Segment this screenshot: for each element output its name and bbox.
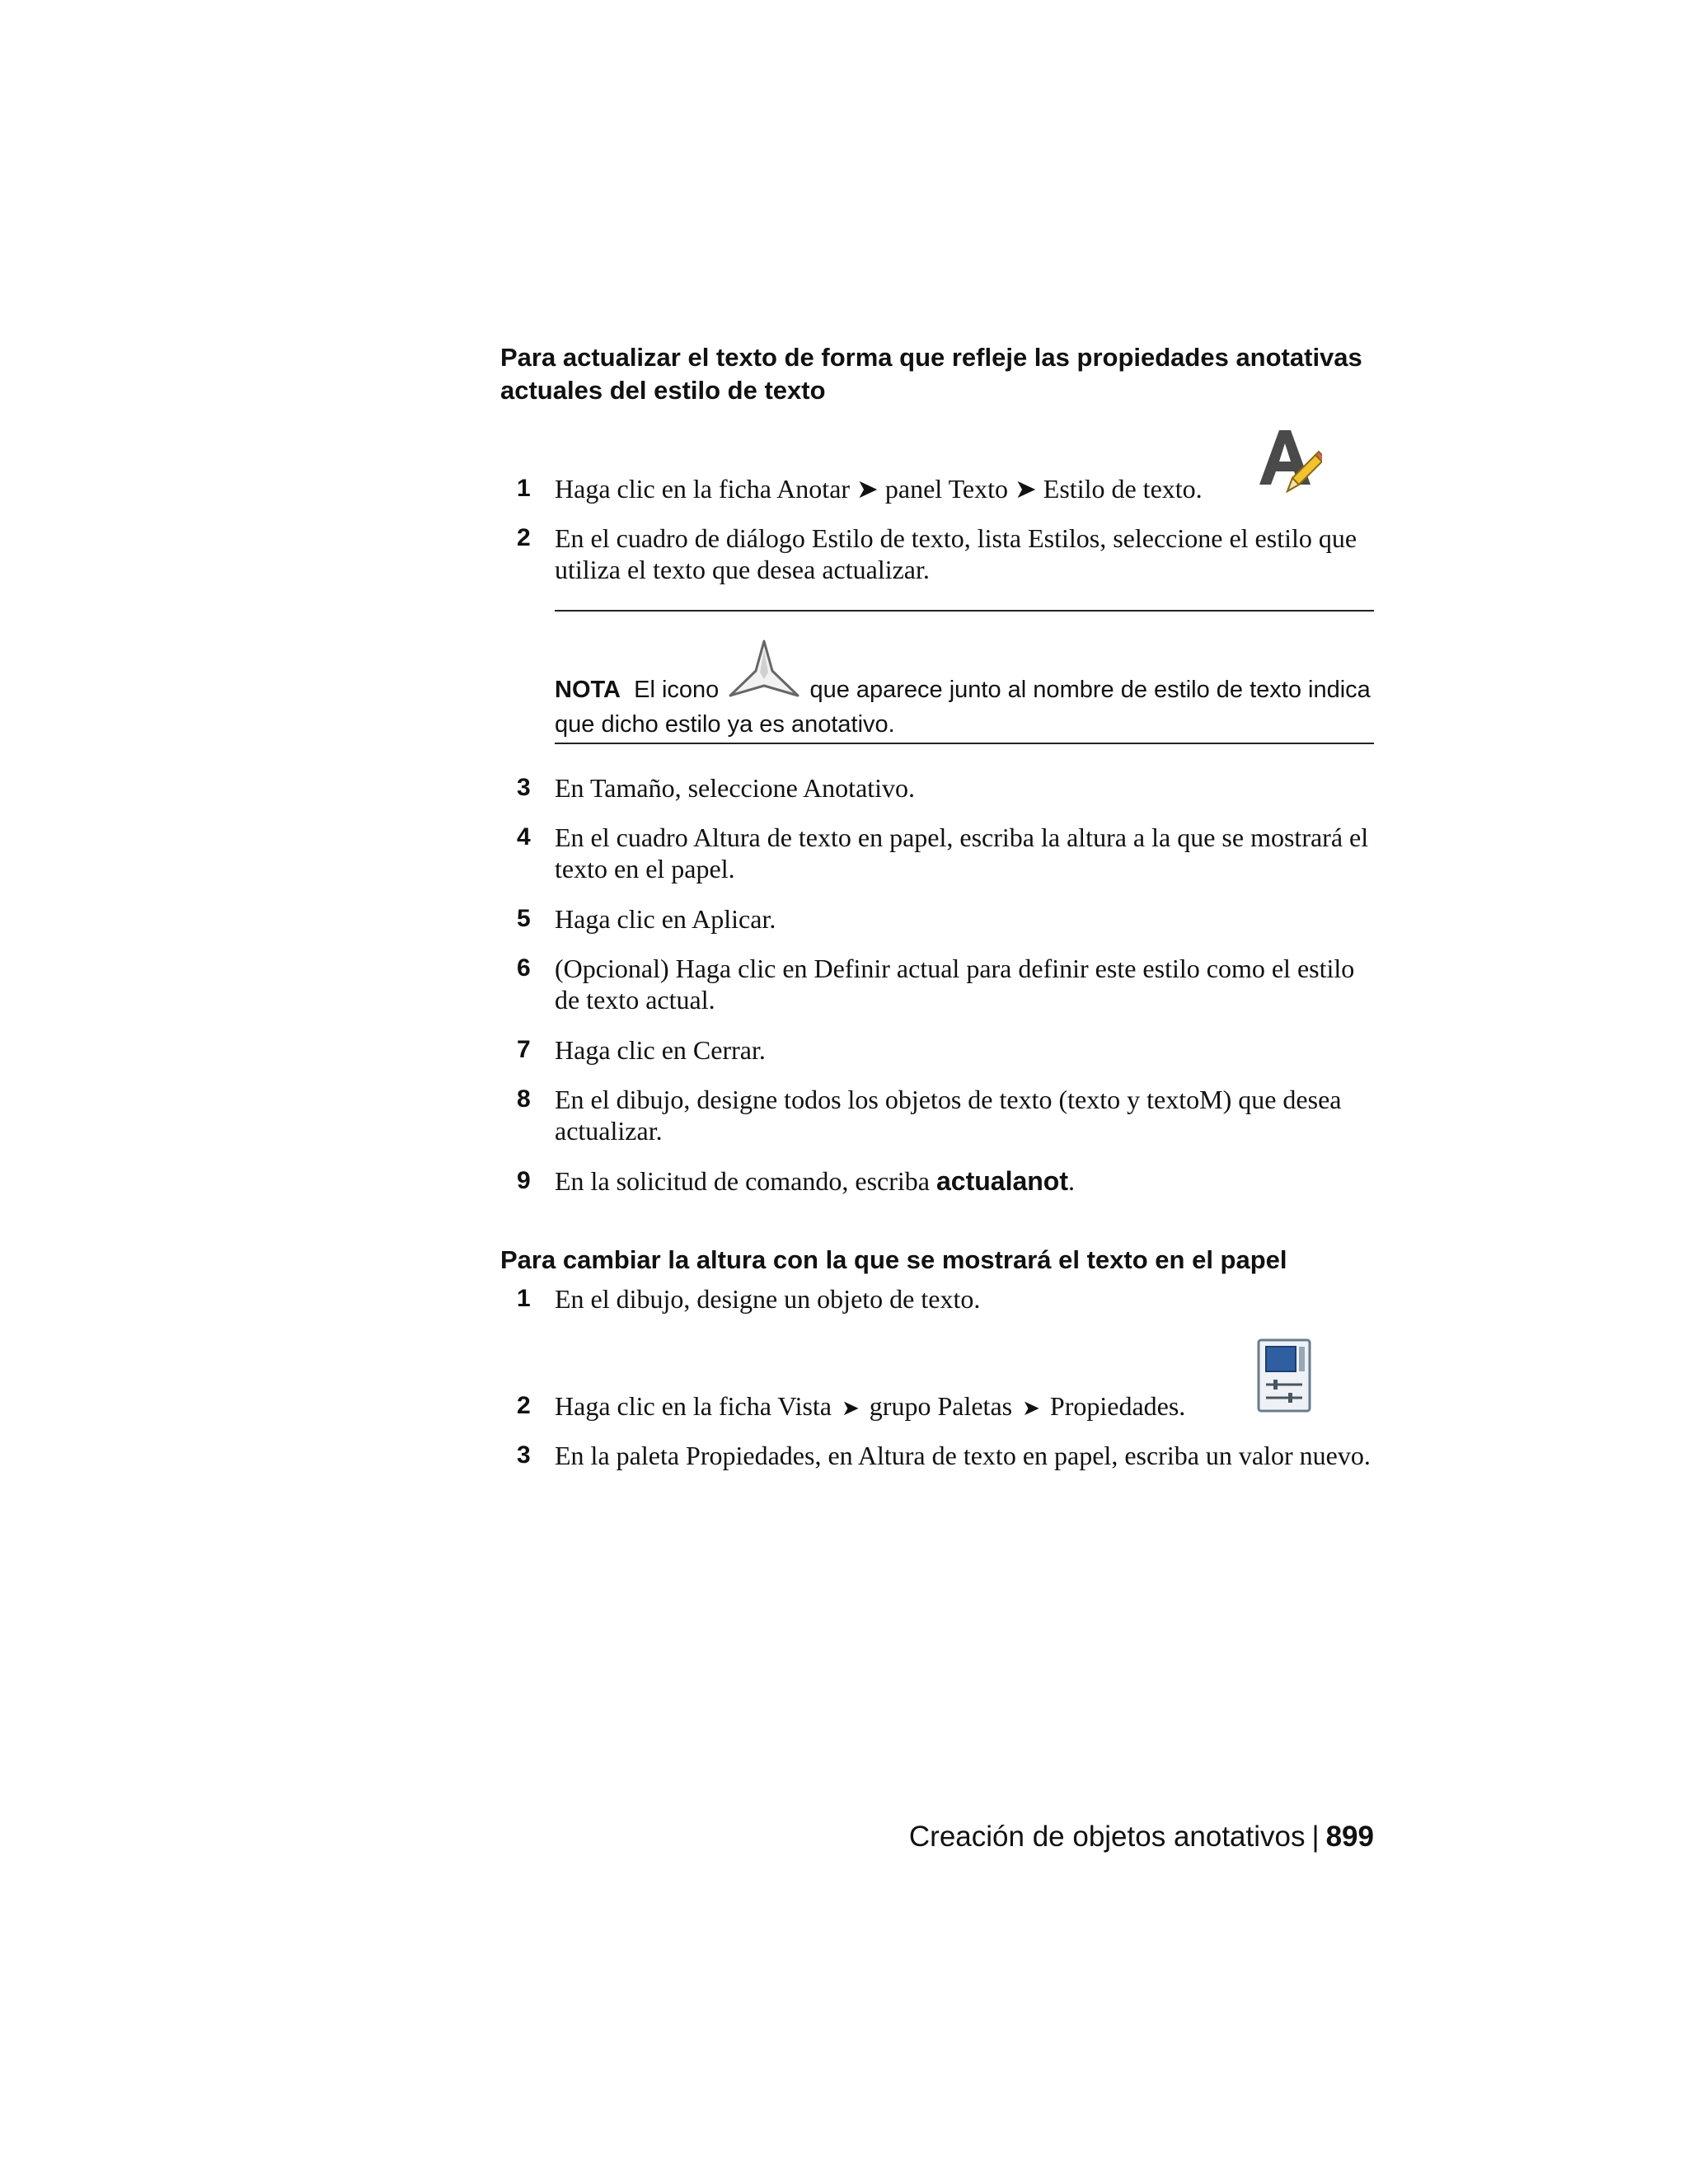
note-box <box>555 671 1374 741</box>
step-text-part1: Haga clic en la ficha Vista <box>555 1391 832 1421</box>
step-number: 3 <box>517 1441 531 1469</box>
page-footer <box>909 1819 1374 1855</box>
step-text <box>555 1165 1379 1197</box>
step-number: 8 <box>517 1085 531 1113</box>
step-text <box>555 1390 1379 1424</box>
step-number: 2 <box>517 524 531 551</box>
step-text: Haga clic en la ficha Anotar ➤ panel Texto ➤ Estilo de texto. <box>555 474 1203 504</box>
step-text: En Tamaño, seleccione Anotativo. <box>555 773 916 803</box>
text-style-icon <box>1256 425 1322 496</box>
arrow-icon: ➤ <box>1022 1396 1040 1421</box>
footer-title: Creación de objetos anotativos <box>908 1821 1306 1853</box>
footer-separator: | <box>1311 1821 1320 1853</box>
step-text: (Opcional) Haga clic en Definir actual para definir este estilo como el estilo de texto actual. <box>555 954 1355 1015</box>
step-text: Haga clic en Cerrar. <box>555 1035 766 1065</box>
note-text-before: El icono <box>634 677 720 703</box>
step-number: 3 <box>517 774 531 801</box>
step-text-part2: grupo Paletas <box>869 1391 1013 1421</box>
step-text-after: . <box>1068 1166 1075 1196</box>
step-text: Haga clic en Aplicar. <box>555 904 776 934</box>
step-number: 6 <box>517 954 531 982</box>
step-text-before: En la solicitud de comando, escriba <box>555 1166 936 1196</box>
step-number: 5 <box>517 905 531 932</box>
step-number: 1 <box>517 1285 531 1312</box>
properties-icon <box>1257 1338 1311 1413</box>
step-number: 7 <box>517 1036 531 1063</box>
step-text: En el dibujo, designe todos los objetos de texto (texto y textoM) que desea actualizar. <box>555 1085 1342 1146</box>
arrow-icon: ➤ <box>842 1396 860 1421</box>
step-text: En el cuadro de diálogo Estilo de texto, lista Estilos, seleccione el estilo que utiliza el texto que desea actualizar. <box>555 523 1357 584</box>
note-label: NOTA <box>555 677 621 703</box>
step-text-part3: Propiedades. <box>1049 1391 1186 1421</box>
step-text: En el dibujo, designe un objeto de texto. <box>555 1284 981 1314</box>
page-number: 899 <box>1325 1821 1374 1853</box>
step-text: En la paleta Propiedades, en Altura de texto en papel, escriba un valor nuevo. <box>555 1441 1371 1470</box>
step-number: 9 <box>517 1167 531 1194</box>
note-text-after: que aparece junto al nombre de estilo de texto indica que dicho estilo ya es anotativo. <box>555 677 1371 738</box>
note-divider-bottom <box>555 743 1374 744</box>
step-number: 4 <box>517 823 531 851</box>
step-number: 1 <box>517 475 531 502</box>
command-name: actualanot <box>935 1166 1068 1196</box>
section-heading-change-height: Para cambiar la altura con la que se mostrará el texto en el papel <box>500 1245 1287 1274</box>
section-heading-update-text: Para actualizar el texto de forma que refleje las propiedades anotativas actuales del estilo de texto <box>500 343 1362 405</box>
step-number: 2 <box>517 1392 531 1419</box>
annotative-icon <box>727 638 801 709</box>
note-divider-top <box>555 610 1374 612</box>
step-text: En el cuadro Altura de texto en papel, escriba la altura a la que se mostrará el texto en el papel. <box>555 823 1369 883</box>
